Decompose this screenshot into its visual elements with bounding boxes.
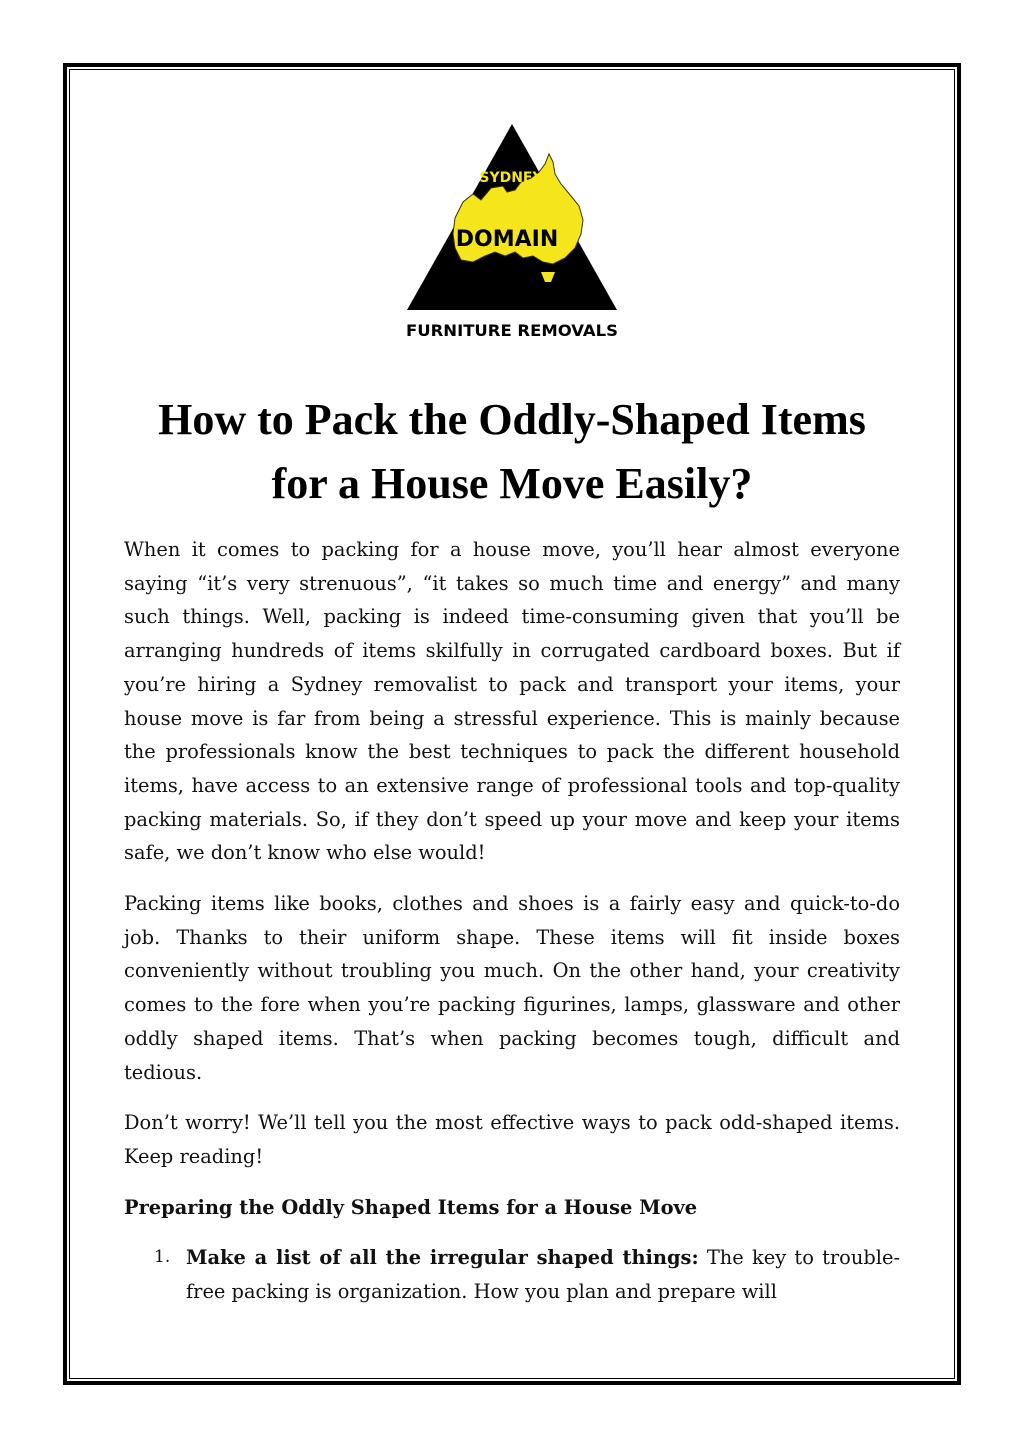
paragraph-packing-items: Packing items like books, clothes and shoes is a fairly easy and quick-to-do job. Thanks to their uniform shape. These items will fit inside boxes conveniently without troubling you much. On the other hand, your creativity comes to the fore when you’re packing figurines, lamps, glassware and other oddly shaped items. That’s when packing becomes tough, difficult and tedious. <box>124 892 900 1084</box>
tips-list <box>124 1241 900 1308</box>
list-item-title: Make a list of all the irregular shaped things: <box>186 1246 699 1270</box>
company-logo <box>403 122 621 340</box>
page-title <box>110 388 914 516</box>
list-item <box>124 1241 900 1308</box>
logo-top-text: SYDNEY <box>479 170 543 186</box>
paragraph-dont-worry: Don’t worry! We’ll tell you the most effective ways to pack odd-shaped items. Keep reading! <box>124 1111 900 1168</box>
list-item-number: 1. <box>154 1247 171 1268</box>
logo-middle-text: DOMAIN <box>455 227 559 252</box>
title-line-2: for a House Move Easily? <box>271 459 753 508</box>
paragraph-intro: When it comes to packing for a house move, you’ll hear almost everyone saying “it’s very strenuous”, “it takes so much time and energy” and many such things. Well, packing is indeed time-consuming given that you’ll be arranging hundreds of items skilfully in corrugated cardboard boxes. But if you’re hiring a Sydney removalist to pack and transport your items, your house move is far from being a stressful experience. This is mainly because the professionals know the best techniques to pack the different household items, have access to an extensive range of professional tools and top-quality packing materials. So, if they don’t speed up your move and keep your items safe, we don’t know who else would! <box>124 538 900 865</box>
list-item-text: The key to trouble-free packing is organization. How you plan and prepare will <box>186 1246 900 1304</box>
section-heading: Preparing the Oddly Shaped Items for a House Move <box>124 1195 698 1219</box>
logo-bottom-text: FURNITURE REMOVALS <box>406 321 618 340</box>
article-body <box>124 533 900 1309</box>
title-line-1: How to Pack the Oddly-Shaped Items <box>158 395 866 444</box>
